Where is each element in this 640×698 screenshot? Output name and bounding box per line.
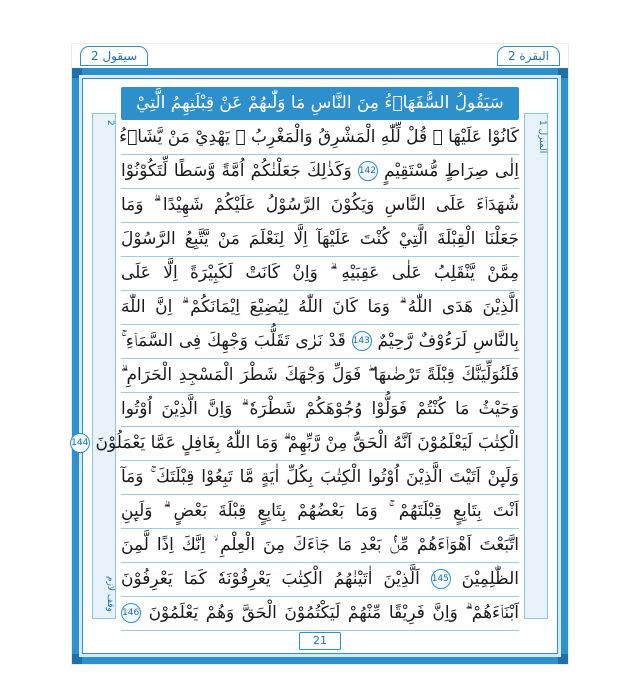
verse-text: كَانُوْا عَلَيْهَا ۗ قُلْ لِّلّٰهِ الْمَشْرِقُ وَالْمَغْرِبُ ۗ يَهْدِيْ مَنْ يَّشَاۤءُ: [119, 127, 519, 147]
verse-text: اَنْتَ بِتَابِعٍ قِبْلَتَهُمْ ۚ وَمَا بَعْضُهُمْ بِتَابِعٍ قِبْلَةَ بَعْضٍ ۗ وَلَىِٕنِ: [121, 501, 519, 521]
verse-line: [121, 529, 519, 563]
verse-text: وَلَىِٕنْ اَتَيْتَ الَّذِيْنَ اُوْتُوا الْكِتٰبَ بِكُلِّ اٰيَةٍ مَّا تَبِعُوْا قِبْلَتَكَ ۚ وَمَآ: [121, 467, 519, 487]
verse-line: [121, 291, 519, 325]
verse-line: [121, 121, 519, 155]
margin-note-waqf: وقف لازم: [105, 576, 115, 612]
verse-line: [121, 359, 519, 393]
verse-text: فَلَنُوَلِّيَنَّكَ قِبْلَةً تَرْضٰىهَا ۖ فَوَلِّ وَجْهَكَ شَطْرَ الْمَسْجِدِ الْحَرَامِ ۗ: [121, 365, 519, 385]
left-margin-band: [92, 113, 116, 619]
header-left-label: سیقول 2: [80, 46, 148, 66]
verse-line: [121, 393, 519, 427]
page-header: [72, 44, 568, 67]
verse-text: وَكَذٰلِكَ جَعَلْنٰكُمْ اُمَّةً وَّسَطًا لِّتَكُوْنُوْا: [121, 161, 352, 181]
verse-text: الْكِتٰبَ لَيَعْلَمُوْنَ اَنَّهُ الْحَقُّ مِنْ رَّبِّهِمْ ۗ وَمَا اللّٰهُ بِغَافِلٍ عَمَّا يَعْمَلُوْنَ: [95, 433, 519, 453]
verse-line: [121, 325, 519, 359]
verse-text: شُهَدَاۤءَ عَلَى النَّاسِ وَيَكُوْنَ الرَّسُوْلُ عَلَيْكُمْ شَهِيْدًا ۗ وَمَا: [121, 195, 519, 215]
frame-inner-border: [71, 75, 561, 657]
page-footer: [83, 631, 557, 653]
verse-text: وَحَيْثُ مَا كُنْتُمْ فَوَلُّوْا وُجُوْهَكُمْ شَطْرَهٗ ۗ وَاِنَّ الَّذِيْنَ اُوْتُوا: [121, 399, 519, 419]
verse-text: بِالنَّاسِ لَرَءُوْفٌ رَّحِيْمٌ: [377, 331, 519, 351]
verse-line: [121, 189, 519, 223]
verse-line: [121, 257, 519, 291]
ayah-number-marker: 143: [352, 331, 372, 351]
verse-text: جَعَلْنَا الْقِبْلَةَ الَّتِيْ كُنْتَ عَلَيْهَآ اِلَّا لِنَعْلَمَ مَنْ يَّتَّبِعُ الرَّسُوْلَ: [121, 229, 519, 249]
ayah-number-marker: 146: [121, 603, 141, 623]
verse-text: اَلَّذِيْنَ اٰتَيْنٰهُمُ الْكِتٰبَ يَعْرِفُوْنَهٗ كَمَا يَعْرِفُوْنَ: [121, 569, 420, 589]
verse-text: اتَّبَعْتَ اَهْوَاۤءَهُمْ مِّنْۢ بَعْدِ مَا جَاۤءَكَ مِنَ الْعِلْمِ ۙ اِنَّكَ اِذًا لَّمِنَ: [121, 535, 519, 555]
margin-note-manzil: المنزل 1: [537, 120, 547, 154]
mushaf-page: [72, 44, 568, 664]
ayah-number-marker: 142: [358, 161, 378, 181]
ayah-number-marker: 145: [431, 569, 451, 589]
verse-line: [121, 155, 519, 189]
page-frame: [72, 68, 568, 664]
text-panel: [71, 78, 558, 654]
verse-text: مِمَّنْ يَّنْقَلِبُ عَلٰى عَقِبَيْهِ ۗ وَاِنْ كَانَتْ لَكَبِيْرَةً اِلَّا عَلَى: [121, 263, 519, 283]
verse-text: اِلٰى صِرَاطٍ مُّسْتَقِيْمٍ: [383, 161, 519, 181]
page-number: 21: [299, 632, 341, 650]
verse-line: [121, 597, 519, 631]
verse-text: الظّٰلِمِيْنَ: [461, 569, 520, 589]
verse-line: [71, 427, 519, 461]
verse-text: اَبْنَاۤءَهُمْ ۗ وَاِنَّ فَرِيْقًا مِّنْهُمْ لَيَكْتُمُوْنَ الْحَقَّ وَهُمْ يَعْلَمُوْنَ: [148, 603, 519, 623]
margin-note-side-number: 2: [105, 120, 115, 126]
verse-line: [121, 461, 519, 495]
ayah-number-marker: 144: [70, 433, 90, 453]
verse-text: الَّذِيْنَ هَدَى اللّٰهُ ۗ وَمَا كَانَ اللّٰهُ لِيُضِيْعَ اِيْمَانَكُمْ ۗ اِنَّ اللّٰهَ: [121, 297, 519, 317]
verse-text: قَدْ نَرٰى تَقَلُّبَ وَجْهِكَ فِى السَّمَاۤءِ ۚ: [121, 331, 346, 351]
right-margin-band: [524, 113, 548, 619]
verse-line-highlighted: [121, 87, 519, 120]
header-right-label: البقرة 2: [497, 46, 560, 66]
verse-line: [121, 223, 519, 257]
verse-line: [121, 495, 519, 529]
verse-line: [121, 563, 519, 597]
verse-text: سَيَقُولُ السُّفَهَاۤءُ مِنَ النَّاسِ مَا وَلّٰىهُمْ عَنْ قِبْلَتِهِمُ الَّتِيْ: [136, 93, 504, 113]
